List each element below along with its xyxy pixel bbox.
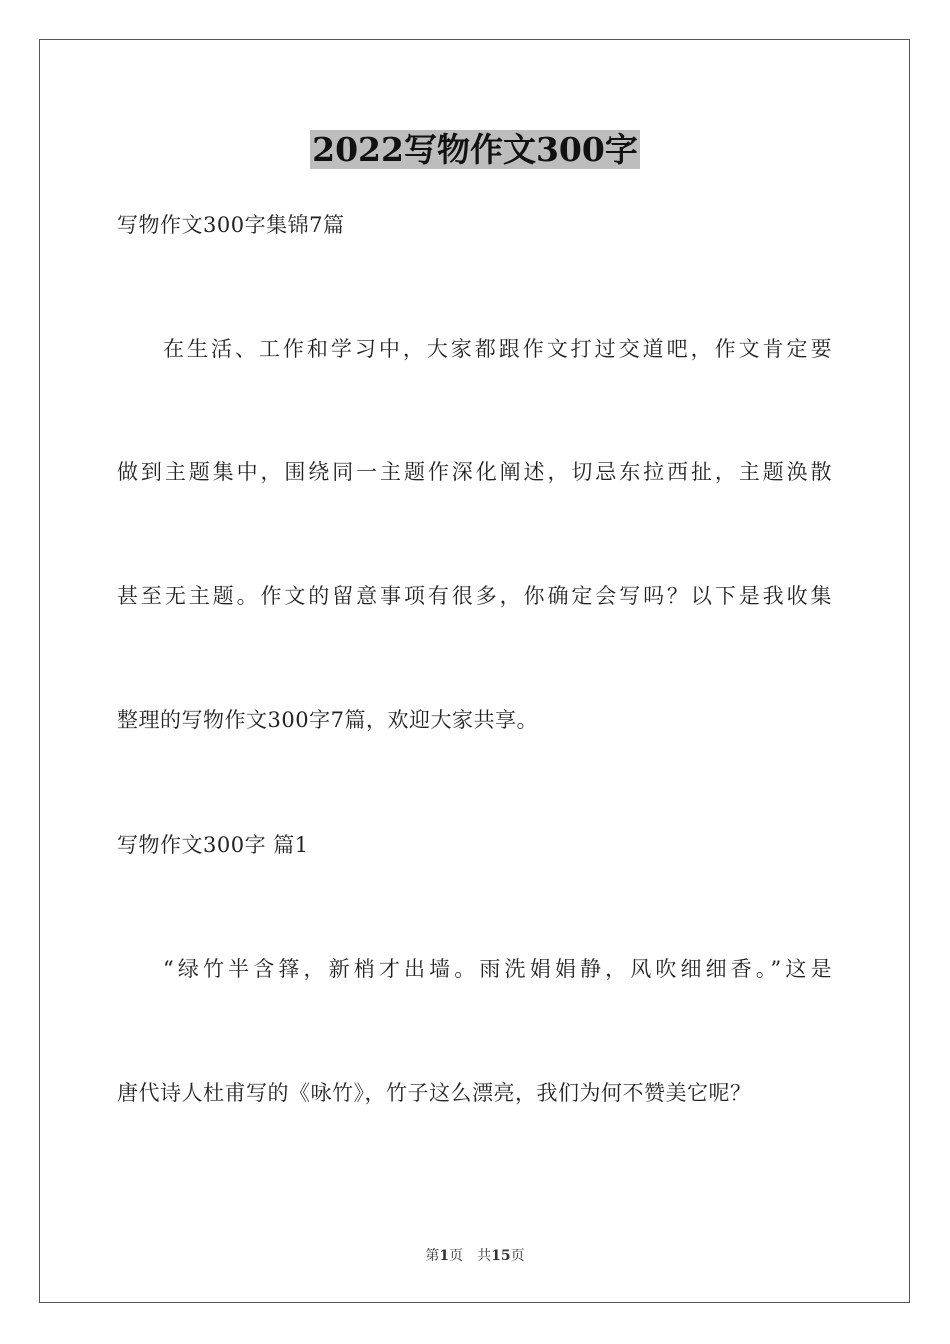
footer-page-number: 1 [439, 1248, 450, 1264]
title-text: 2022写物作文300字 [312, 130, 638, 169]
footer-page-prefix: 第 [425, 1248, 440, 1264]
intro-line-4: 整理的写物作文300字7篇，欢迎大家共享。 [117, 708, 538, 732]
intro-line-1: 在生活、工作和学习中，大家都跟作文打过交道吧，作文肯定要 [163, 337, 832, 361]
section-heading: 写物作文300字 篇1 [117, 833, 309, 857]
document-title [0, 124, 950, 176]
footer-total-pages: 15 [491, 1248, 511, 1264]
document-subtitle: 写物作文300字集锦7篇 [117, 213, 345, 237]
page-footer [0, 1246, 950, 1266]
footer-page-suffix: 页 [510, 1248, 525, 1264]
intro-line-3: 甚至无主题。作文的留意事项有很多，你确定会写吗？以下是我收集 [117, 584, 832, 608]
intro-line-2: 做到主题集中，围绕同一主题作深化阐述，切忌东拉西扯，主题涣散 [117, 460, 832, 484]
section-line-1: “绿竹半含箨，新梢才出墙。雨洗娟娟静，风吹细细香。”这是 [163, 957, 832, 981]
section-line-2: 唐代诗人杜甫写的《咏竹》，竹子这么漂亮，我们为何不赞美它呢？ [117, 1081, 752, 1105]
footer-page-mid: 页 共 [449, 1248, 492, 1264]
